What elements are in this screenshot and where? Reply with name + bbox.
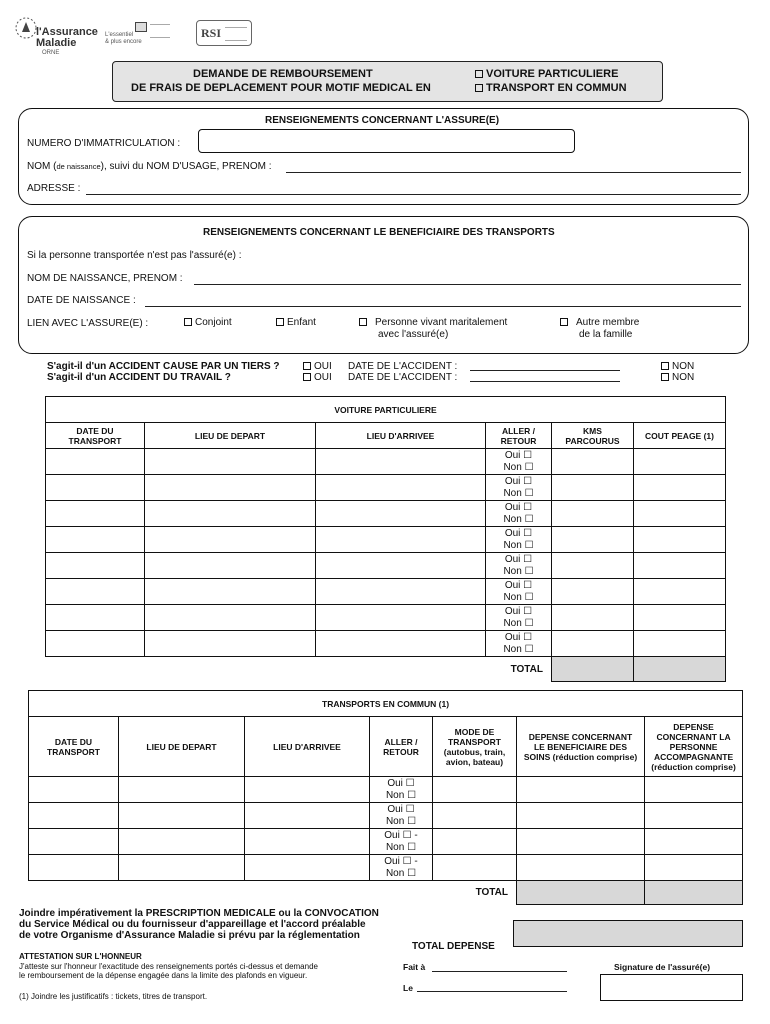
voiture-header-peage: COUT PEAGE (1)	[634, 423, 726, 449]
aller-oui-checkbox[interactable]: Oui ☐	[504, 501, 533, 513]
voiture-cell-aller-retour[interactable]	[486, 449, 552, 475]
commun-header-aller-retour: ALLER / RETOUR	[370, 717, 433, 777]
voiture-table-title: VOITURE PARTICULIERE	[46, 397, 726, 423]
commun-table-row	[29, 829, 743, 855]
le-label: Le	[403, 983, 413, 993]
adresse-input-line[interactable]	[86, 194, 741, 195]
checkbox-icon	[276, 318, 284, 326]
voiture-cell-peage[interactable]	[634, 579, 726, 605]
checkbox-voiture-particuliere[interactable]	[475, 68, 618, 80]
voiture-table-row	[46, 501, 726, 527]
voiture-cell-date[interactable]	[46, 579, 145, 605]
tiers-date-label: DATE DE L'ACCIDENT :	[348, 361, 458, 372]
commun-cell-aller-retour[interactable]	[370, 855, 433, 881]
commun-table-row	[29, 803, 743, 829]
aller-oui-checkbox[interactable]: Oui ☐	[504, 475, 533, 487]
checkbox-icon	[303, 362, 311, 370]
checkbox-icon	[303, 373, 311, 381]
tiers-non-checkbox[interactable]	[661, 361, 694, 372]
total-depense-box[interactable]	[513, 920, 743, 947]
rsi-logo-lines	[225, 27, 247, 41]
commun-total-accompagnant[interactable]	[645, 881, 743, 905]
voiture-cell-aller-retour[interactable]	[486, 475, 552, 501]
attestation-title: ATTESTATION SUR L'HONNEUR	[19, 952, 142, 961]
aller-oui-checkbox[interactable]: Oui ☐	[504, 527, 533, 539]
justificatifs-note: (1) Joindre les justificatifs : tickets, titres de transport.	[19, 992, 208, 1001]
commun-cell-depart[interactable]	[119, 777, 245, 803]
aller-oui-checkbox[interactable]: Oui ☐	[504, 553, 533, 565]
joindre-line1: Joindre impérativement la PRESCRIPTION MEDICALE ou la CONVOCATION	[19, 908, 379, 919]
aller-oui-checkbox[interactable]: Oui ☐ -	[384, 829, 418, 841]
commun-cell-mode[interactable]	[433, 829, 517, 855]
enfant-label: Enfant	[287, 317, 316, 328]
voiture-cell-depart[interactable]	[145, 605, 316, 631]
voiture-cell-depart[interactable]	[145, 475, 316, 501]
voiture-cell-peage[interactable]	[634, 527, 726, 553]
nom-label-a: NOM (	[27, 161, 57, 172]
voiture-cell-aller-retour[interactable]	[486, 631, 552, 657]
voiture-total-kms[interactable]	[552, 657, 634, 682]
attestation-line2: le remboursement de la dépense engagée dans la limite des plafonds en vigueur.	[19, 971, 308, 980]
commun-cell-arrivee[interactable]	[245, 829, 370, 855]
voiture-cell-arrivee[interactable]	[316, 475, 486, 501]
joindre-line2: du Service Médical ou du fournisseur d'appareillage et l'accord préalable	[19, 919, 366, 930]
voiture-cell-aller-retour[interactable]	[486, 579, 552, 605]
travail-non-label: NON	[672, 372, 695, 383]
commun-cell-aller-retour[interactable]	[370, 829, 433, 855]
tiers-date-input-line[interactable]	[470, 370, 620, 371]
aller-oui-checkbox[interactable]: Oui ☐ -	[384, 855, 418, 867]
voiture-cell-arrivee[interactable]	[316, 605, 486, 631]
travail-oui-checkbox[interactable]	[303, 372, 332, 383]
voiture-cell-arrivee[interactable]	[316, 579, 486, 605]
voiture-cell-kms[interactable]	[552, 475, 634, 501]
adresse-label: ADRESSE :	[27, 183, 81, 194]
voiture-table-row	[46, 475, 726, 501]
checkbox-icon	[661, 373, 669, 381]
voiture-cell-depart[interactable]	[145, 449, 316, 475]
benef-date-label: DATE DE NAISSANCE :	[27, 295, 136, 306]
travail-oui-label: OUI	[314, 372, 332, 383]
fait-a-label: Fait à	[403, 962, 426, 972]
msa-logo-text-lines	[150, 24, 170, 38]
voiture-table-row	[46, 631, 726, 657]
retour-non-checkbox[interactable]: Non ☐	[503, 643, 534, 655]
commun-header-arrivee: LIEU D'ARRIVEE	[245, 717, 370, 777]
travail-date-input-line[interactable]	[470, 381, 620, 382]
voiture-table-row	[46, 553, 726, 579]
commun-table-row	[29, 777, 743, 803]
benef-nom-input-line[interactable]	[194, 284, 741, 285]
opt-commun-label: TRANSPORT EN COMMUN	[486, 82, 627, 94]
voiture-cell-kms[interactable]	[552, 553, 634, 579]
commun-cell-aller-retour[interactable]	[370, 777, 433, 803]
commun-total-text: TOTAL	[475, 887, 508, 899]
voiture-cell-date[interactable]	[46, 605, 145, 631]
commun-header-date: DATE DU TRANSPORT	[29, 717, 119, 777]
immat-label: NUMERO D'IMMATRICULATION :	[27, 138, 181, 149]
assure-heading: RENSEIGNEMENTS CONCERNANT L'ASSURE(E)	[265, 115, 500, 126]
nom-label-b: ), suivi du NOM D'USAGE, PRENOM :	[100, 161, 272, 172]
commun-header-depense-accompagnant: DEPENSE CONCERNANT LA PERSONNE ACCOMPAGNANTE (réduction comprise)	[645, 717, 743, 777]
logo-am-line2: Maladie	[36, 37, 77, 49]
voiture-header-aller-retour: ALLER / RETOUR	[486, 423, 552, 449]
benef-date-input-line[interactable]	[145, 306, 741, 307]
voiture-cell-aller-retour[interactable]	[486, 553, 552, 579]
commun-header-depense-beneficiaire: DEPENSE CONCERNANT LE BENEFICIAIRE DES SOINS (réduction comprise)	[517, 717, 645, 777]
retour-non-checkbox[interactable]: Non ☐	[503, 591, 534, 603]
voiture-cell-kms[interactable]	[552, 501, 634, 527]
commun-total-beneficiaire[interactable]	[517, 881, 645, 905]
form-title-box	[112, 61, 663, 102]
msa-logo	[105, 22, 175, 47]
voiture-cell-peage[interactable]	[634, 605, 726, 631]
assure-section	[18, 108, 749, 205]
voiture-cell-kms[interactable]	[552, 605, 634, 631]
commun-rows	[29, 777, 743, 881]
voiture-header-depart: LIEU DE DEPART	[145, 423, 316, 449]
commun-cell-arrivee[interactable]	[245, 777, 370, 803]
msa-emblem-icon	[135, 22, 147, 32]
retour-non-checkbox[interactable]: Non ☐	[385, 841, 417, 853]
voiture-table-row	[46, 605, 726, 631]
travail-non-checkbox[interactable]	[661, 372, 694, 383]
commun-cell-depense-beneficiaire[interactable]	[517, 855, 645, 881]
commun-header-mode: MODE DE TRANSPORT (autobus, train, avion, bateau)	[433, 717, 517, 777]
immat-input[interactable]	[198, 129, 575, 153]
conjoint-label: Conjoint	[195, 317, 232, 328]
total-depense-label: TOTAL DEPENSE	[412, 941, 495, 952]
accident-travail-question: S'agit-il d'un ACCIDENT DU TRAVAIL ?	[47, 372, 231, 383]
voiture-cell-depart[interactable]	[145, 527, 316, 553]
commun-cell-date[interactable]	[29, 777, 119, 803]
checkbox-icon	[475, 84, 483, 92]
voiture-cell-kms[interactable]	[552, 631, 634, 657]
voiture-cell-peage[interactable]	[634, 449, 726, 475]
retour-non-checkbox[interactable]: Non ☐	[503, 617, 534, 629]
voiture-cell-aller-retour[interactable]	[486, 501, 552, 527]
retour-non-checkbox[interactable]: Non ☐	[503, 513, 534, 525]
voiture-cell-date[interactable]	[46, 501, 145, 527]
voiture-header-date: DATE DU TRANSPORT	[46, 423, 145, 449]
commun-cell-mode[interactable]	[433, 777, 517, 803]
commun-table-row	[29, 855, 743, 881]
retour-non-checkbox[interactable]: Non ☐	[503, 487, 534, 499]
commun-cell-mode[interactable]	[433, 855, 517, 881]
rsi-logo	[196, 20, 252, 46]
lien-label: LIEN AVEC L'ASSURE(E) :	[27, 318, 149, 329]
commun-header-depart: LIEU DE DEPART	[119, 717, 245, 777]
signature-box[interactable]	[600, 974, 743, 1001]
checkbox-icon	[661, 362, 669, 370]
msa-logo-line1: L'essentiel	[105, 32, 134, 38]
voiture-cell-aller-retour[interactable]	[486, 527, 552, 553]
retour-non-checkbox[interactable]: Non ☐	[503, 565, 534, 577]
voiture-cell-kms[interactable]	[552, 579, 634, 605]
checkbox-autre-membre[interactable]	[560, 317, 639, 341]
travail-date-label: DATE DE L'ACCIDENT :	[348, 372, 458, 383]
voiture-rows	[46, 449, 726, 657]
voiture-cell-kms[interactable]	[552, 527, 634, 553]
checkbox-enfant[interactable]	[276, 317, 316, 328]
voiture-cell-date[interactable]	[46, 631, 145, 657]
voiture-cell-peage[interactable]	[634, 501, 726, 527]
aller-oui-checkbox[interactable]: Oui ☐	[504, 605, 533, 617]
joindre-line3: de votre Organisme d'Assurance Maladie si prévu par la réglementation	[19, 930, 360, 941]
commun-cell-depart[interactable]	[119, 803, 245, 829]
commun-cell-depart[interactable]	[119, 855, 245, 881]
commun-cell-date[interactable]	[29, 803, 119, 829]
checkbox-conjoint[interactable]	[184, 317, 232, 328]
nom-input-line[interactable]	[286, 172, 741, 173]
voiture-cell-arrivee[interactable]	[316, 553, 486, 579]
voiture-cell-date[interactable]	[46, 475, 145, 501]
aller-oui-checkbox[interactable]: Oui ☐	[504, 631, 533, 643]
rsi-logo-text: RSI	[201, 26, 222, 40]
beneficiaire-section	[18, 216, 749, 354]
tiers-oui-label: OUI	[314, 361, 332, 372]
aller-oui-checkbox[interactable]: Oui ☐	[387, 803, 415, 815]
voiture-cell-arrivee[interactable]	[316, 527, 486, 553]
tiers-non-label: NON	[672, 361, 695, 372]
commun-cell-arrivee[interactable]	[245, 855, 370, 881]
commun-cell-depense-beneficiaire[interactable]	[517, 829, 645, 855]
autre-label-1: Autre membre	[576, 317, 640, 328]
checkbox-icon	[560, 318, 568, 326]
autre-label-2: de la famille	[579, 329, 633, 340]
checkbox-vivant-maritalement[interactable]	[359, 317, 507, 341]
retour-non-checkbox[interactable]: Non ☐	[385, 867, 417, 879]
benef-nom-label: NOM DE NAISSANCE, PRENOM :	[27, 273, 183, 284]
title-line1: DEMANDE DE REMBOURSEMENT	[193, 68, 373, 80]
checkbox-icon	[475, 70, 483, 78]
tiers-oui-checkbox[interactable]	[303, 361, 332, 372]
commun-cell-date[interactable]	[29, 829, 119, 855]
logo-am-line1: l'Assurance	[36, 26, 98, 38]
commun-cell-mode[interactable]	[433, 803, 517, 829]
retour-non-checkbox[interactable]: Non ☐	[503, 539, 534, 551]
commun-table-title: TRANSPORTS EN COMMUN (1)	[29, 691, 743, 717]
msa-logo-line2: & plus encore	[105, 39, 142, 45]
retour-non-checkbox[interactable]: Non ☐	[385, 789, 417, 801]
vivant-label-1: Personne vivant maritalement	[375, 317, 508, 328]
commun-cell-depense-beneficiaire[interactable]	[517, 803, 645, 829]
voiture-cell-depart[interactable]	[145, 501, 316, 527]
retour-non-checkbox[interactable]: Non ☐	[503, 461, 534, 473]
voiture-cell-depart[interactable]	[145, 631, 316, 657]
signature-label: Signature de l'assuré(e)	[614, 962, 711, 972]
checkbox-icon	[359, 318, 367, 326]
accident-tiers-question: S'agit-il d'un ACCIDENT CAUSE PAR UN TIERS ?	[47, 361, 280, 372]
voiture-cell-aller-retour[interactable]	[486, 605, 552, 631]
commun-cell-depense-accompagnant[interactable]	[645, 829, 743, 855]
aller-oui-checkbox[interactable]: Oui ☐	[504, 579, 533, 591]
aller-oui-checkbox[interactable]: Oui ☐	[504, 449, 533, 461]
voiture-cell-arrivee[interactable]	[316, 449, 486, 475]
voiture-cell-arrivee[interactable]	[316, 631, 486, 657]
beneficiaire-intro: Si la personne transportée n'est pas l'assuré(e) :	[27, 250, 242, 261]
beneficiaire-heading: RENSEIGNEMENTS CONCERNANT LE BENEFICIAIRE DES TRANSPORTS	[203, 227, 555, 238]
aller-oui-checkbox[interactable]: Oui ☐	[387, 777, 415, 789]
voiture-cell-kms[interactable]	[552, 449, 634, 475]
attestation-line1: J'atteste sur l'honneur l'exactitude des renseignements portés ci-dessus et demande	[19, 962, 318, 971]
voiture-cell-date[interactable]	[46, 449, 145, 475]
checkbox-icon	[184, 318, 192, 326]
checkbox-transport-en-commun[interactable]	[475, 82, 627, 94]
voiture-cell-date[interactable]	[46, 527, 145, 553]
commun-cell-date[interactable]	[29, 855, 119, 881]
voiture-cell-peage[interactable]	[634, 475, 726, 501]
opt-voiture-label: VOITURE PARTICULIERE	[486, 68, 619, 80]
voiture-cell-depart[interactable]	[145, 579, 316, 605]
commun-table	[28, 690, 743, 905]
logo-am-region: ORNE	[42, 50, 60, 56]
voiture-header-kms: KMS PARCOURUS	[552, 423, 634, 449]
voiture-cell-peage[interactable]	[634, 631, 726, 657]
commun-cell-depense-accompagnant[interactable]	[645, 855, 743, 881]
commun-cell-depart[interactable]	[119, 829, 245, 855]
le-input-line[interactable]	[417, 991, 567, 992]
fait-a-input-line[interactable]	[432, 971, 567, 972]
voiture-table	[45, 396, 726, 682]
commun-total-label	[29, 881, 517, 905]
commun-cell-arrivee[interactable]	[245, 803, 370, 829]
voiture-cell-date[interactable]	[46, 553, 145, 579]
voiture-cell-arrivee[interactable]	[316, 501, 486, 527]
voiture-cell-depart[interactable]	[145, 553, 316, 579]
voiture-table-row	[46, 449, 726, 475]
nom-label-small: de naissance	[56, 162, 101, 171]
nom-label	[27, 161, 271, 172]
voiture-header-arrivee: LIEU D'ARRIVEE	[316, 423, 486, 449]
commun-cell-aller-retour[interactable]	[370, 803, 433, 829]
title-line2: DE FRAIS DE DEPLACEMENT POUR MOTIF MEDICAL EN	[131, 82, 431, 94]
assurance-maladie-logo	[14, 14, 98, 59]
voiture-total-peage[interactable]	[634, 657, 726, 682]
voiture-cell-peage[interactable]	[634, 553, 726, 579]
commun-cell-depense-beneficiaire[interactable]	[517, 777, 645, 803]
voiture-total-label	[46, 657, 552, 682]
voiture-total-text: TOTAL	[510, 663, 543, 675]
assurance-maladie-emblem-icon	[14, 16, 38, 40]
voiture-table-row	[46, 527, 726, 553]
commun-cell-depense-accompagnant[interactable]	[645, 803, 743, 829]
commun-cell-depense-accompagnant[interactable]	[645, 777, 743, 803]
vivant-label-2: avec l'assuré(e)	[378, 329, 449, 340]
retour-non-checkbox[interactable]: Non ☐	[385, 815, 417, 827]
voiture-table-row	[46, 579, 726, 605]
